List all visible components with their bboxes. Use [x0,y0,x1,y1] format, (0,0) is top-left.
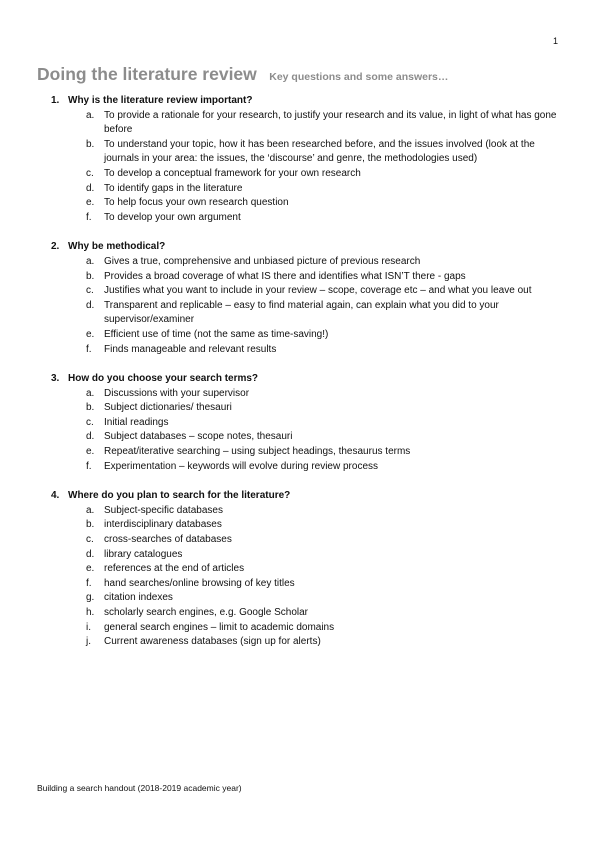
item-text: general search engines – limit to academic domains [104,621,335,633]
section-3 [0,372,595,474]
item-text: scholarly search engines, e.g. Google Scholar [104,607,309,618]
list-item [0,387,595,402]
list-item [0,138,595,167]
item-text: Provides a broad coverage of what IS there and identifies what ISN’T there - gaps [104,270,466,282]
item-text: interdisciplinary databases [104,519,222,531]
item-letter: f. [86,211,92,223]
question-text: Why be methodical? [68,241,166,253]
page-subtitle: Key questions and some answers… [269,71,449,83]
list-item [0,460,595,475]
item-text: Current awareness databases (sign up for alerts) [104,636,321,648]
list-item [0,621,595,636]
item-text: citation indexes [104,592,173,604]
item-text: To provide a rationale for your research, to justify your research and its value, in light of what has gone before [104,109,557,136]
item-text: Experimentation – keywords will evolve during review process [104,460,379,472]
item-text: Subject databases – scope notes, thesauri [104,431,293,443]
section-1 [0,94,595,225]
item-text: Efficient use of time (not the same as time-saving!) [104,328,329,340]
list-item [0,591,595,606]
item-text: references at the end of articles [104,563,245,575]
item-letter: e. [86,197,95,209]
list-item [0,270,595,285]
list-item [0,182,595,197]
item-text: Gives a true, comprehensive and unbiased picture of previous research [104,255,421,267]
item-letter: b. [86,270,95,282]
question-number: 1. [51,95,60,106]
item-letter: d. [86,548,95,560]
item-letter: a. [86,255,95,267]
question-number: 4. [51,490,60,502]
page-number: 1 [553,36,559,46]
item-letter: f. [86,343,92,355]
item-text: Subject-specific databases [104,504,223,516]
list-item [0,109,595,138]
title-row [37,64,448,85]
item-text: cross-searches of databases [104,534,232,546]
item-letter: g. [86,592,95,604]
item-text: To help focus your own research question [104,197,289,209]
item-text: To develop your own argument [104,211,241,223]
question-heading [0,372,595,387]
list-item [0,445,595,460]
list-item [0,416,595,431]
question-number: 3. [51,373,60,385]
item-letter: a. [86,387,95,399]
list-item [0,577,595,592]
item-text: To identify gaps in the literature [104,182,243,194]
item-letter: b. [86,519,95,531]
item-text: library catalogues [104,548,183,560]
list-item [0,284,595,299]
item-text: hand searches/online browsing of key titles [104,577,295,589]
item-letter: a. [86,504,95,516]
list-item [0,635,595,650]
item-letter: c. [86,167,94,179]
item-text: To understand your topic, how it has been researched before, and the issues involved (look at the journals in your area: the issues, the ‘discourse’ and genre, the methodologies used) [104,138,535,165]
item-letter: j. [86,636,91,648]
list-item [0,548,595,563]
list-item [0,518,595,533]
question-number: 2. [51,241,60,253]
list-item [0,504,595,519]
content [0,94,595,665]
item-letter: f. [86,577,92,589]
list-item [0,401,595,416]
item-letter: a. [86,109,95,121]
question-text: Where do you plan to search for the literature? [68,490,291,502]
item-letter: e. [86,563,95,575]
question-heading [0,94,595,109]
item-letter: d. [86,299,95,311]
item-text: To develop a conceptual framework for your own research [104,167,361,179]
list-item [0,328,595,343]
question-heading [0,240,595,255]
list-item [0,343,595,358]
item-letter: b. [86,402,95,414]
item-letter: i. [86,621,91,633]
item-letter: c. [86,534,94,546]
item-letter: h. [86,607,95,618]
item-text: Discussions with your supervisor [104,387,250,399]
section-2 [0,240,595,357]
item-text: Repeat/iterative searching – using subject headings, thesaurus terms [104,446,411,458]
list-item [0,562,595,577]
section-4 [0,489,595,650]
list-item [0,430,595,445]
item-letter: c. [86,285,94,297]
item-text: Subject dictionaries/ thesauri [104,402,232,414]
list-item [0,255,595,270]
item-letter: f. [86,460,92,472]
item-letter: b. [86,138,95,150]
item-text: Justifies what you want to include in your review – scope, coverage etc – and what you leave out [104,285,532,297]
list-item [0,606,595,621]
list-item [0,299,595,328]
list-item [0,196,595,211]
item-letter: c. [86,416,94,428]
question-text: Why is the literature review important? [68,95,253,106]
item-letter: e. [86,328,95,340]
item-letter: d. [86,182,95,194]
list-item [0,533,595,548]
page-title: Doing the literature review [37,64,257,84]
question-heading [0,489,595,504]
item-letter: d. [86,431,95,443]
footer: Building a search handout (2018-2019 academic year) [37,783,242,793]
item-text: Finds manageable and relevant results [104,343,277,355]
item-text: Transparent and replicable – easy to find material again, can explain what you did to your supervisor/examiner [104,299,499,326]
item-letter: e. [86,446,95,458]
list-item [0,167,595,182]
question-text: How do you choose your search terms? [68,373,259,385]
item-text: Initial readings [104,416,169,428]
list-item [0,211,595,226]
